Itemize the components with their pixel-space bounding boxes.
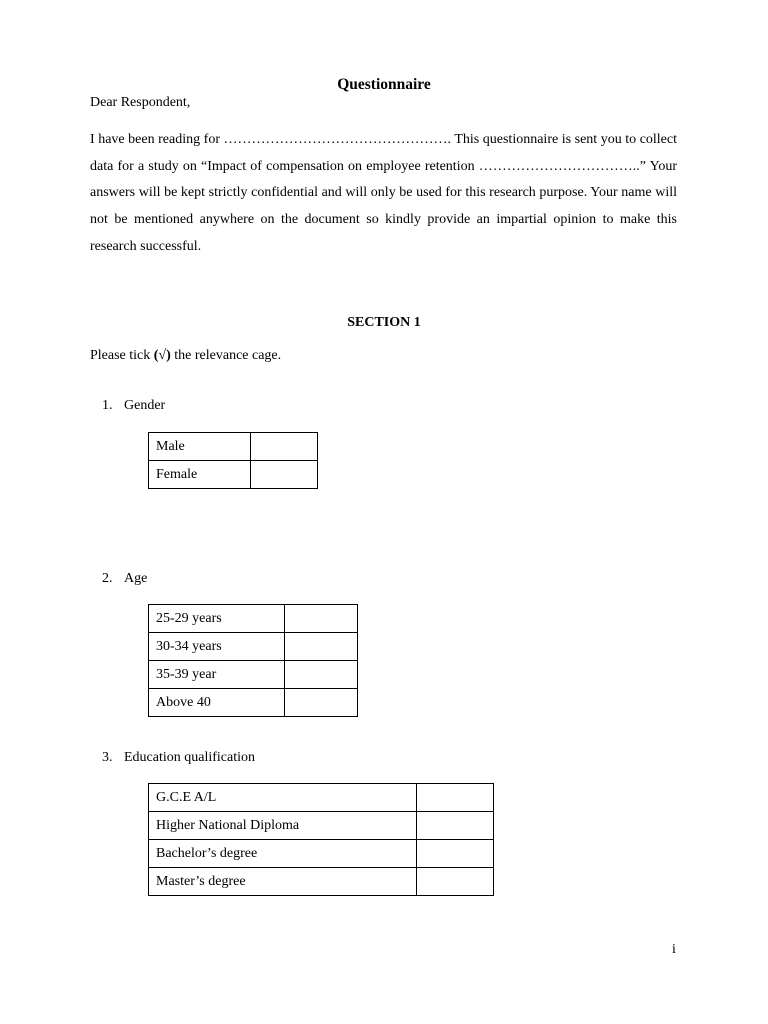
- tick-box[interactable]: [285, 633, 358, 661]
- option-label: Above 40: [149, 689, 285, 717]
- option-label: Male: [149, 433, 251, 461]
- table-row: [149, 433, 318, 461]
- tick-box[interactable]: [417, 812, 494, 840]
- table-row: [149, 840, 494, 868]
- table-row: [149, 868, 494, 896]
- instruction-after: the relevance cage.: [170, 348, 282, 363]
- option-label: 25-29 years: [149, 605, 285, 633]
- question-education: [102, 750, 255, 766]
- option-label: Bachelor’s degree: [149, 840, 417, 868]
- question-label: Gender: [124, 398, 166, 413]
- tick-box[interactable]: [417, 784, 494, 812]
- table-row: [149, 633, 358, 661]
- age-options-table: [148, 604, 358, 717]
- tick-box[interactable]: [285, 605, 358, 633]
- tick-box[interactable]: [251, 461, 318, 489]
- option-label: Master’s degree: [149, 868, 417, 896]
- question-number: 1.: [102, 398, 113, 413]
- table-row: [149, 605, 358, 633]
- gender-options-table: [148, 432, 318, 489]
- question-gender: [102, 398, 165, 414]
- salutation: Dear Respondent,: [90, 95, 191, 110]
- question-age: [102, 571, 147, 587]
- table-row: [149, 784, 494, 812]
- question-number: 3.: [102, 750, 113, 765]
- table-row: [149, 812, 494, 840]
- instruction-text: [90, 348, 281, 364]
- tick-box[interactable]: [251, 433, 318, 461]
- question-label: Age: [124, 571, 148, 586]
- option-label: 30-34 years: [149, 633, 285, 661]
- page-number: i: [672, 942, 676, 957]
- tick-box[interactable]: [417, 840, 494, 868]
- option-label: Female: [149, 461, 251, 489]
- tick-box[interactable]: [285, 661, 358, 689]
- table-row: [149, 689, 358, 717]
- tick-mark: (√): [153, 348, 171, 363]
- question-label: Education qualification: [124, 750, 256, 765]
- option-label: Higher National Diploma: [149, 812, 417, 840]
- tick-box[interactable]: [285, 689, 358, 717]
- option-label: G.C.E A/L: [149, 784, 417, 812]
- tick-box[interactable]: [417, 868, 494, 896]
- document-title: Questionnaire: [337, 76, 431, 93]
- instruction-before: Please tick: [90, 348, 154, 363]
- education-options-table: [148, 783, 494, 896]
- question-number: 2.: [102, 571, 113, 586]
- table-row: [149, 461, 318, 489]
- option-label: 35-39 year: [149, 661, 285, 689]
- intro-paragraph: I have been reading for …………………………………………. This questionnaire is sent you to collect data for a study on “Impact of compensation on employee retention ……………………………..” Your answers will be kept strictly confidential and will only be used for this research purpose. Your name will not be mentioned anywhere on the document so kindly provide an impartial opinion to make this research successful.: [90, 132, 677, 254]
- section-heading: SECTION 1: [347, 315, 421, 330]
- table-row: [149, 661, 358, 689]
